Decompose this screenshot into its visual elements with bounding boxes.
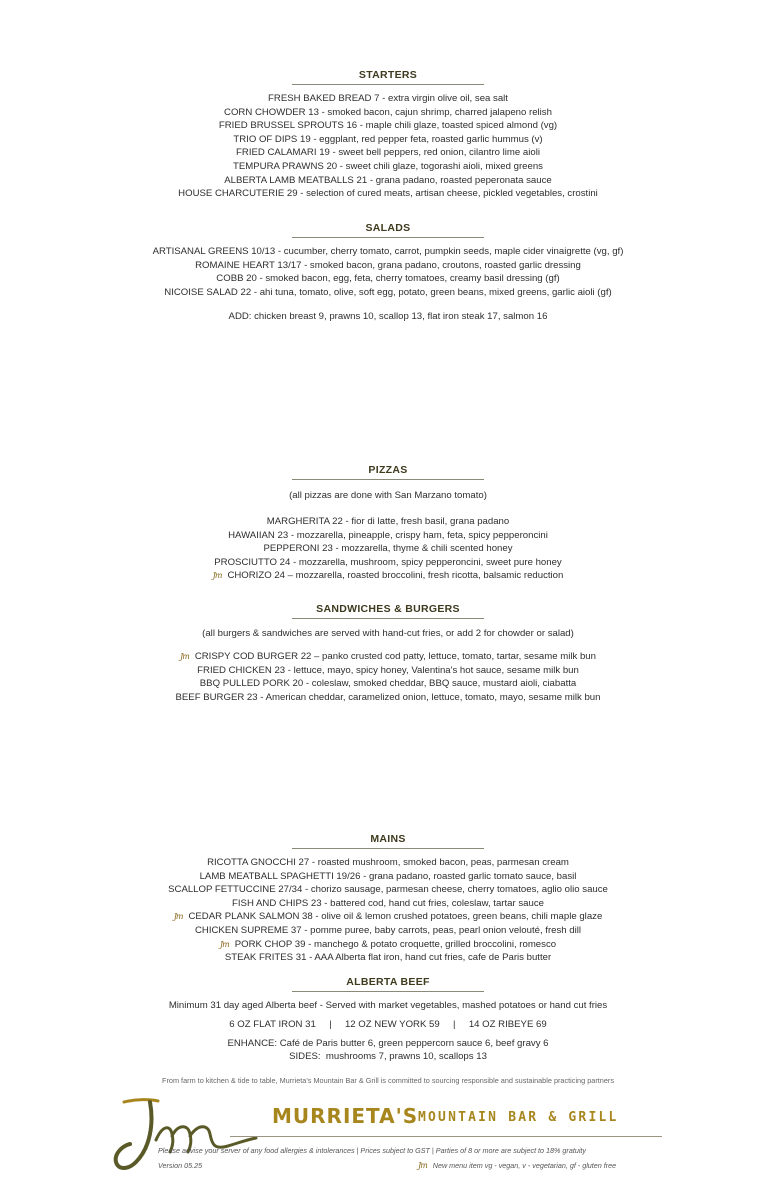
salads-add-ons: ADD: chicken breast 9, prawns 10, scallop 13, flat iron steak 17, salmon 16 bbox=[228, 311, 548, 322]
sandwiches-list bbox=[0, 650, 776, 704]
brand-name: MURRIETA'S bbox=[272, 1104, 419, 1128]
brand-rule bbox=[230, 1136, 662, 1137]
menu-item-text: FRESH BAKED BREAD 7 - extra virgin olive oil, sea salt bbox=[268, 93, 508, 104]
mains-rule bbox=[292, 848, 484, 849]
pizzas-rule bbox=[292, 479, 484, 480]
beef-heading: ALBERTA BEEF bbox=[346, 976, 430, 988]
menu-item-text: PORK CHOP 39 - manchego & potato croquette, grilled broccolini, romesco bbox=[234, 938, 557, 950]
menu-item-text: PEPPERONI 23 - mozzarella, thyme & chili scented honey bbox=[263, 543, 513, 555]
starters-list bbox=[0, 92, 776, 201]
menu-item-text: CEDAR PLANK SALMON 38 - olive oil & lemon crushed potatoes, green beans, chili maple glaze bbox=[188, 911, 603, 923]
menu-item bbox=[0, 515, 776, 529]
menu-item bbox=[0, 951, 776, 965]
menu-item bbox=[0, 650, 776, 664]
menu-item bbox=[0, 542, 776, 556]
allergy-notice: Please advise your server of any food allergies & intolerances | Prices subject to GST | Parties of 8 or more are subject to 18% gratuity bbox=[158, 1146, 587, 1155]
menu-version: Version 05.25 bbox=[158, 1161, 203, 1170]
menu-item-text: NICOISE SALAD 22 - ahi tuna, tomato, olive, soft egg, potato, green beans, mixed greens, garlic aioli (gf) bbox=[164, 286, 612, 298]
menu-item bbox=[0, 259, 776, 273]
menu-item bbox=[0, 664, 776, 678]
menu-item-text: FISH AND CHIPS 23 - battered cod, hand cut fries, coleslaw, tartar sauce bbox=[232, 897, 544, 909]
menu-item bbox=[0, 272, 776, 286]
menu-item-text: ROMAINE HEART 13/17 - smoked bacon, grana padano, croutons, roasted garlic dressing bbox=[195, 259, 581, 271]
menu-item-text: SCALLOP FETTUCCINE 27/34 - chorizo sausage, parmesan cheese, cherry tomatoes, aglio olio sauce bbox=[168, 884, 608, 896]
new-item-icon: Jm bbox=[219, 939, 229, 949]
legend-text: New menu item vg - vegan, v - vegetarian, gf - gluten free bbox=[432, 1161, 617, 1170]
menu-item-text: ARTISANAL GREENS 10/13 - cucumber, cherry tomato, carrot, pumpkin seeds, maple cider vinaigrette (vg, gf) bbox=[152, 246, 624, 257]
menu-item bbox=[0, 910, 776, 924]
sandwiches-rule bbox=[292, 618, 484, 619]
sandwiches-note: (all burgers & sandwiches are served with hand-cut fries, or add 2 for chowder or salad) bbox=[202, 628, 574, 639]
menu-item bbox=[0, 174, 776, 188]
menu-item bbox=[0, 677, 776, 691]
menu-item-text: ALBERTA LAMB MEATBALLS 21 - grana padano, roasted peperonata sauce bbox=[224, 174, 552, 186]
menu-legend bbox=[418, 1161, 616, 1170]
sourcing-statement: From farm to kitchen & tide to table, Murrieta's Mountain Bar & Grill is committed to sourcing responsible and sustainable practicing partners bbox=[162, 1076, 614, 1085]
new-item-icon: Jm bbox=[212, 571, 222, 581]
menu-item bbox=[0, 106, 776, 120]
menu-item bbox=[0, 245, 776, 259]
new-item-icon: Jm bbox=[180, 652, 189, 661]
sandwiches-heading: SANDWICHES & BURGERS bbox=[316, 603, 460, 615]
menu-item-text: TEMPURA PRAWNS 20 - sweet chili glaze, togorashi aioli, mixed greens bbox=[233, 160, 543, 172]
beef-cuts: 6 OZ FLAT IRON 31 | 12 OZ NEW YORK 59 | 14 OZ RIBEYE 69 bbox=[229, 1019, 547, 1030]
pizzas-list bbox=[0, 515, 776, 583]
salads-rule bbox=[292, 237, 484, 238]
menu-item bbox=[0, 92, 776, 106]
menu-item bbox=[0, 691, 776, 705]
menu-item-text: BBQ PULLED PORK 20 - coleslaw, smoked cheddar, BBQ sauce, mustard aioli, ciabatta bbox=[199, 678, 577, 690]
salads-heading: SALADS bbox=[365, 222, 411, 234]
beef-sides: SIDES: mushrooms 7, prawns 10, scallops 13 bbox=[289, 1051, 487, 1062]
new-item-icon: Jm bbox=[418, 1161, 427, 1170]
mains-heading: MAINS bbox=[370, 833, 406, 845]
menu-item bbox=[0, 897, 776, 911]
new-item-icon: Jm bbox=[173, 912, 183, 922]
menu-item bbox=[0, 286, 776, 300]
menu-item-text: COBB 20 - smoked bacon, egg, feta, cherry tomatoes, creamy basil dressing (gf) bbox=[216, 273, 560, 285]
menu-item bbox=[0, 556, 776, 570]
menu-item bbox=[0, 924, 776, 938]
pizzas-heading: PIZZAS bbox=[368, 464, 408, 476]
salads-list bbox=[0, 245, 776, 299]
menu-item bbox=[0, 938, 776, 952]
menu-item-text: HOUSE CHARCUTERIE 29 - selection of cured meats, artisan cheese, pickled vegetables, crostini bbox=[178, 188, 598, 200]
menu-item-text: CORN CHOWDER 13 - smoked bacon, cajun shrimp, charred jalapeno relish bbox=[224, 106, 552, 118]
menu-item-text: CHICKEN SUPREME 37 - pomme puree, baby carrots, peas, pearl onion velouté, fresh dill bbox=[194, 924, 582, 936]
menu-item-text: TRIO OF DIPS 19 - eggplant, red pepper feta, roasted garlic hummus (v) bbox=[233, 133, 543, 145]
menu-item-text: CRISPY COD BURGER 22 – panko crusted cod patty, lettuce, tomato, tartar, sesame milk bun bbox=[194, 651, 596, 662]
menu-item-text: BEEF BURGER 23 - American cheddar, caramelized onion, lettuce, tomato, mayo, sesame milk bun bbox=[175, 691, 601, 703]
menu-item-text: HAWAIIAN 23 - mozzarella, pineapple, crispy ham, feta, spicy pepperoncini bbox=[228, 529, 548, 541]
menu-item bbox=[0, 883, 776, 897]
starters-heading: STARTERS bbox=[358, 69, 418, 81]
menu-item bbox=[0, 160, 776, 174]
menu-item bbox=[0, 119, 776, 133]
menu-item bbox=[0, 569, 776, 583]
beef-intro: Minimum 31 day aged Alberta beef - Served with market vegetables, mashed potatoes or hand cut fries bbox=[168, 1000, 608, 1011]
menu-item-text: CHORIZO 24 – mozzarella, roasted broccolini, fresh ricotta, balsamic reduction bbox=[227, 570, 564, 582]
menu-item bbox=[0, 146, 776, 160]
brand-subtitle: MOUNTAIN BAR & GRILL bbox=[418, 1110, 619, 1125]
beef-enhance: ENHANCE: Café de Paris butter 6, green peppercorn sauce 6, beef gravy 6 bbox=[227, 1038, 549, 1049]
starters-rule bbox=[292, 84, 484, 85]
menu-item-text: FRIED BRUSSEL SPROUTS 16 - maple chili glaze, toasted spiced almond (vg) bbox=[218, 120, 558, 132]
pizzas-note: (all pizzas are done with San Marzano tomato) bbox=[289, 490, 487, 501]
menu-item-text: MARGHERITA 22 - fior di latte, fresh basil, grana padano bbox=[266, 516, 510, 527]
menu-item bbox=[0, 870, 776, 884]
menu-item-text: FRIED CALAMARI 19 - sweet bell peppers, red onion, cilantro lime aioli bbox=[236, 147, 540, 159]
mains-list bbox=[0, 856, 776, 965]
menu-item bbox=[0, 856, 776, 870]
beef-rule bbox=[292, 991, 484, 992]
menu-item bbox=[0, 529, 776, 543]
menu-item bbox=[0, 187, 776, 201]
menu-item bbox=[0, 133, 776, 147]
menu-item-text: FRIED CHICKEN 23 - lettuce, mayo, spicy honey, Valentina's hot sauce, sesame milk bun bbox=[197, 664, 579, 676]
menu-item-text: PROSCIUTTO 24 - mozzarella, mushroom, spicy pepperoncini, sweet pure honey bbox=[214, 556, 562, 568]
menu-item-text: LAMB MEATBALL SPAGHETTI 19/26 - grana padano, roasted garlic tomato sauce, basil bbox=[199, 870, 577, 882]
menu-item-text: RICOTTA GNOCCHI 27 - roasted mushroom, smoked bacon, peas, parmesan cream bbox=[207, 857, 569, 868]
menu-item-text: STEAK FRITES 31 - AAA Alberta flat iron, hand cut fries, cafe de Paris butter bbox=[224, 952, 552, 964]
